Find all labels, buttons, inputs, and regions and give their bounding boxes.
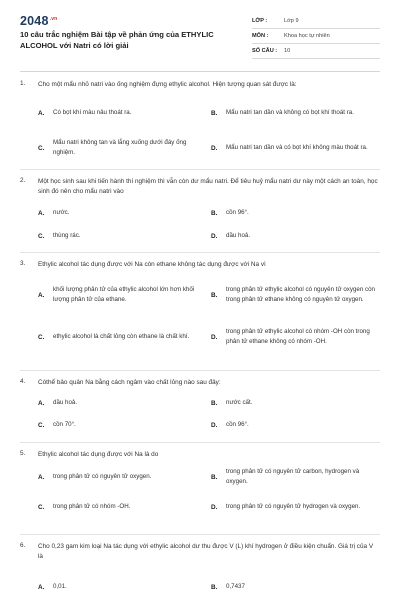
option-letter: D. xyxy=(211,144,218,152)
option-text: cồn 96°. xyxy=(226,421,249,429)
option-letter: C. xyxy=(38,144,45,152)
option-text: nước cất. xyxy=(226,399,253,407)
option-letter: B. xyxy=(211,291,218,299)
option-text: cồn 96°. xyxy=(226,209,249,217)
option-letter: B. xyxy=(211,473,218,481)
option-d[interactable] xyxy=(211,229,379,243)
option-a[interactable] xyxy=(38,396,206,410)
option-letter: C. xyxy=(38,333,45,341)
option-b[interactable] xyxy=(211,464,379,490)
option-b[interactable] xyxy=(211,580,379,594)
option-a[interactable] xyxy=(38,580,206,594)
site-logo[interactable] xyxy=(20,14,57,28)
header-divider xyxy=(20,71,380,72)
option-letter: B. xyxy=(211,583,218,591)
option-d[interactable] xyxy=(211,135,379,161)
option-text: dầu hoả. xyxy=(53,399,78,407)
meta-row-subject xyxy=(252,29,380,44)
option-text: khối lượng phân tử của ethylic alcohol lớn hơn khối lượng phân tử của ethane. xyxy=(53,286,195,303)
option-c[interactable] xyxy=(38,135,206,161)
meta-value: Khoa học tự nhiên xyxy=(284,33,330,39)
option-letter: A. xyxy=(38,209,45,217)
option-text: trong phân tử ethylic alcohol có nhóm -OH còn trong phân tử ethane không có nhóm -OH. xyxy=(226,328,370,345)
option-b[interactable] xyxy=(211,396,379,410)
question-text: Ethylic alcohol tác dụng được với Na còn ethane không tác dụng được với Na vì xyxy=(38,261,266,268)
question-divider xyxy=(20,169,380,170)
question-text: Cóthể bảo quản Na bằng cách ngâm vào chất lỏng nào sau đây: xyxy=(38,379,221,386)
option-b[interactable] xyxy=(211,206,379,220)
question-divider xyxy=(20,252,380,253)
option-letter: D. xyxy=(211,333,218,341)
logo-main: 2048 xyxy=(20,14,49,28)
option-a[interactable] xyxy=(38,206,206,220)
question-text: Cho 0,23 gam kim loại Na tác dụng với ethylic alcohol dư thu được V (L) khí hydrogen ở điều kiện chuẩn. Giá trị của V là xyxy=(38,543,374,560)
option-d[interactable] xyxy=(211,494,379,520)
question-text: Ethylic alcohol tác dụng được với Na là do xyxy=(38,451,159,458)
option-letter: C. xyxy=(38,232,45,240)
option-text: dầu hoả. xyxy=(226,232,251,240)
option-a[interactable] xyxy=(38,100,206,126)
option-text: thùng rác. xyxy=(53,232,81,240)
meta-label: MÔN : xyxy=(252,33,269,39)
question-divider xyxy=(20,534,380,535)
option-letter: A. xyxy=(38,109,45,117)
meta-row-count xyxy=(252,44,380,59)
option-text: Mẩu natri không tan và lắng xuống dưới đáy ống nghiệm. xyxy=(53,139,187,156)
option-letter: B. xyxy=(211,209,218,217)
header xyxy=(0,0,400,66)
option-letter: B. xyxy=(211,109,218,117)
option-d[interactable] xyxy=(211,320,379,354)
question-number: 5. xyxy=(20,450,26,457)
question-number: 6. xyxy=(20,542,26,549)
meta-label: SỐ CÂU : xyxy=(252,48,278,54)
option-c[interactable] xyxy=(38,418,206,432)
meta-row-class xyxy=(252,14,380,29)
option-b[interactable] xyxy=(211,100,379,126)
option-b[interactable] xyxy=(211,278,379,312)
option-a[interactable] xyxy=(38,278,206,312)
logo-suffix: .vn xyxy=(49,15,58,22)
option-letter: B. xyxy=(211,399,218,407)
option-letter: A. xyxy=(38,291,45,299)
option-text: trong phân tử có nguyên tử carbon, hydrogen và oxygen. xyxy=(226,468,360,485)
option-c[interactable] xyxy=(38,494,206,520)
option-text: Có bọt khí màu nâu thoát ra. xyxy=(53,109,132,117)
question-text: Một học sinh sau khi tiến hành thí nghiệm thì vẫn còn dư mẩu natri. Để tiêu huỷ mẩu natri dư này một cách an toàn, học sinh đó nên cho mẩu natri vào xyxy=(38,178,378,195)
question-text: Cho một mẩu nhỏ natri vào ống nghiệm đựng ethylic alcohol. Hiện tượng quan sát được là: xyxy=(38,81,297,88)
option-c[interactable] xyxy=(38,229,206,243)
option-a[interactable] xyxy=(38,464,206,490)
document-meta xyxy=(252,14,380,59)
option-text: nước. xyxy=(53,209,70,217)
meta-value: 10 xyxy=(284,48,291,54)
option-letter: C. xyxy=(38,503,45,511)
option-text: trong phân tử có nguyên tử oxygen. xyxy=(53,473,152,481)
option-text: trong phân tử có nhóm -OH. xyxy=(53,503,131,511)
option-letter: A. xyxy=(38,583,45,591)
option-text: trong phân tử có nguyên tử hydrogen và oxygen. xyxy=(226,503,361,511)
option-letter: A. xyxy=(38,473,45,481)
option-text: 0,7437 xyxy=(226,583,245,591)
option-text: Mẩu natri tan dần và có bọt khí không màu thoát ra. xyxy=(226,144,368,152)
option-letter: C. xyxy=(38,421,45,429)
option-letter: D. xyxy=(211,232,218,240)
meta-value: Lớp 9 xyxy=(284,18,299,24)
option-letter: A. xyxy=(38,399,45,407)
question-divider xyxy=(20,370,380,371)
document-title: 10 câu trắc nghiệm Bài tập về phản ứng của ETHYLIC ALCOHOL với Natri có lời giải xyxy=(20,30,214,50)
option-text: 0,01. xyxy=(53,583,67,591)
meta-label: LỚP : xyxy=(252,18,268,24)
option-text: cồn 70°. xyxy=(53,421,76,429)
option-letter: D. xyxy=(211,421,218,429)
question-number: 2. xyxy=(20,177,26,184)
option-d[interactable] xyxy=(211,418,379,432)
question-number: 1. xyxy=(20,80,26,87)
option-text: trong phân tử ethylic alcohol có nguyên tử oxygen còn trong phân tử ethane không có nguyên tử oxygen. xyxy=(226,286,375,303)
option-text: ethylic alcohol là chất lỏng còn ethane là chất khí. xyxy=(53,333,190,341)
question-divider xyxy=(20,442,380,443)
option-text: Mẩu natri tan dần và không có bọt khí thoát ra. xyxy=(226,109,354,117)
option-c[interactable] xyxy=(38,320,206,354)
question-number: 3. xyxy=(20,260,26,267)
option-letter: D. xyxy=(211,503,218,511)
question-number: 4. xyxy=(20,378,26,385)
